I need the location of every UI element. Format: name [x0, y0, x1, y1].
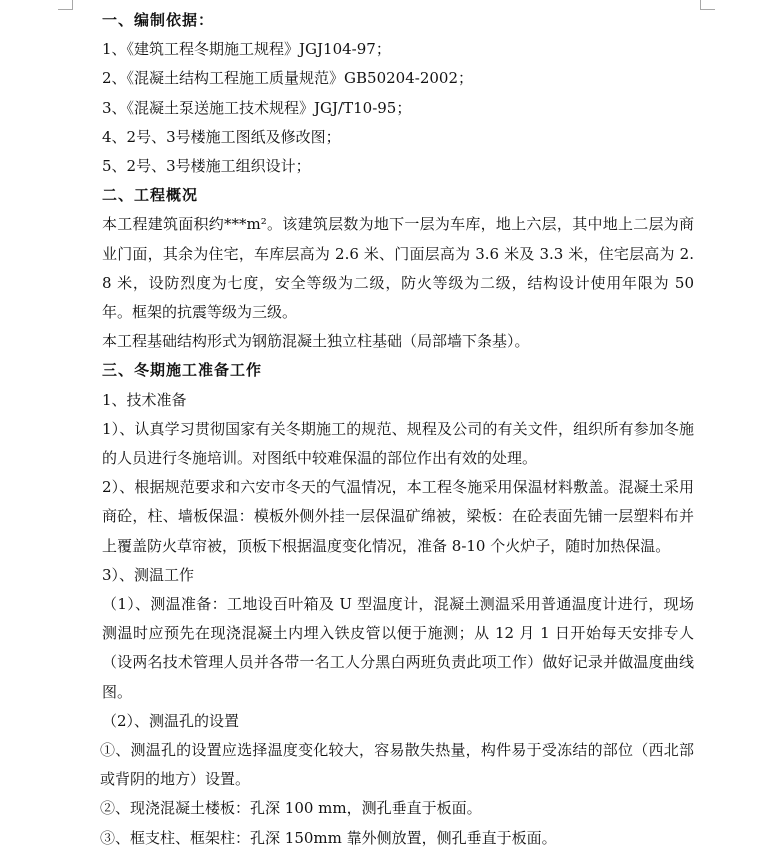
- hole-setting-1: ①、测温孔的设置应选择温度变化较大，容易散失热量，构件易于受冻结的部位（西北部或背阴的地方）设置。: [100, 741, 694, 789]
- heading-preparation: 三、冬期施工准备工作: [102, 361, 263, 380]
- basis-item-1: 1、《建筑工程冬期施工规程》JGJ104-97；: [102, 40, 391, 59]
- hole-setting-2: ②、现浇混凝土楼板：孔深 100 mm，测孔垂直于板面。: [100, 799, 482, 818]
- basis-item-2: 2、《混凝土结构工程施工质量规范》GB50204-2002；: [102, 69, 474, 88]
- basis-item-4: 4、2号、3号楼施工图纸及修改图；: [102, 127, 341, 146]
- temperature-measure-item-1: （1）、测温准备：工地设百叶箱及 U 型温度计，混凝土测温采用普通温度计进行，现场测温时应预先在现浇混凝土内埋入铁皮管以便于施测；从 12 月 1 日开始每天安排专人（设两名技术管理人员并各带一名工人分黑白两班负责此项工作）做好记录并做温度曲线图。: [102, 595, 694, 701]
- heading-basis: 一、编制依据：: [102, 11, 215, 29]
- basis-item-3: 3、《混凝土泵送施工技术规程》JGJ/T10-95；: [102, 98, 412, 117]
- overview-paragraph-2: 本工程基础结构形式为钢筋混凝土独立柱基础（局部墙下条基）。: [102, 332, 530, 351]
- crop-mark-right: [700, 0, 715, 10]
- temperature-measure-item-2: （2）、测温孔的设置: [102, 711, 240, 730]
- document-page: [72, 6, 694, 853]
- tech-prep-title: 1、技术准备: [102, 390, 187, 409]
- hole-setting-3: ③、框支柱、框架柱：孔深 150mm 靠外侧放置，侧孔垂直于板面。: [100, 828, 557, 847]
- tech-prep-item-1: 1）、认真学习贯彻国家有关冬期施工的规范、规程及公司的有关文件，组织所有参加冬施的人员进行冬施培训。对图纸中较难保温的部位作出有效的处理。: [102, 419, 694, 468]
- crop-mark-left: [58, 0, 73, 10]
- tech-prep-item-2: 2）、根据规范要求和六安市冬天的气温情况，本工程冬施采用保温材料敷盖。混凝土采用商砼，柱、墙板保温：模板外侧外挂一层保温矿绵被，梁板：在砼表面先铺一层塑料布并上覆盖防火草帘被，顶板下根据温度变化情况，准备 8-10 个火炉子，随时加热保温。: [102, 478, 694, 555]
- overview-paragraph-1: 本工程建筑面积约***m²。该建筑层数为地下一层为车库，地上六层，其中地上二层为商业门面，其余为住宅，车库层高为 2.6 米、门面层高为 3.6 米及 3.3 米，住宅层高为 2.8 米，设防烈度为七度，安全等级为二级，防火等级为二级，结构设计使用年限为 50 年。框架的抗震等级为三级。: [102, 215, 694, 322]
- heading-overview: 二、工程概况: [102, 186, 199, 205]
- temperature-measure-title: 3）、测温工作: [102, 565, 195, 584]
- basis-item-5: 5、2号、3号楼施工组织设计；: [102, 157, 311, 176]
